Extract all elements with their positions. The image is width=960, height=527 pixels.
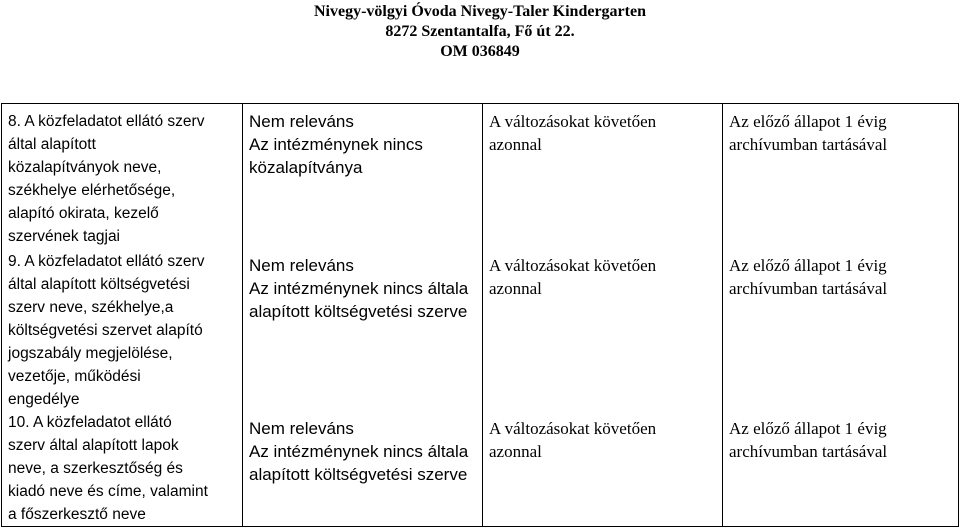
status-cell	[243, 248, 483, 411]
status-text-line: alapított költségvetési szerve	[249, 465, 468, 484]
status-text-line: Az intézménynek nincs	[249, 135, 423, 154]
retention-cell	[723, 411, 959, 527]
update-text-line: A változásokat követően	[489, 256, 657, 275]
item-text-line: szerv által alapított lapok	[8, 437, 179, 454]
item-text-line: 8. A közfeladatot ellátó szerv	[8, 113, 205, 130]
item-text-line: kiadó neve és címe, valamint	[8, 483, 208, 500]
table-row	[2, 104, 959, 249]
item-text-line: vezetője, működési	[8, 368, 141, 385]
status-cell	[243, 411, 483, 527]
item-text-line: 9. A közfeladatot ellátó szerv	[8, 253, 205, 270]
update-text-line: azonnal	[489, 135, 542, 154]
item-text-line: közalapítványok neve,	[8, 159, 162, 176]
item-text-line: által alapított költségvetési	[8, 276, 190, 293]
status-text-line: Nem releváns	[249, 256, 354, 275]
document-header	[0, 2, 960, 62]
table-row	[2, 248, 959, 411]
item-text-line: székhelye elérhetősége,	[8, 182, 176, 199]
item-text-line: neve, a szerkesztőség és	[8, 460, 183, 477]
item-cell	[2, 248, 243, 411]
institution-address: 8272 Szentantalfa, Fő út 22.	[385, 23, 575, 40]
table-row	[2, 411, 959, 527]
update-text-line: azonnal	[489, 442, 542, 461]
status-text-line: Az intézménynek nincs általa	[249, 279, 469, 298]
retention-cell	[723, 248, 959, 411]
update-cell	[483, 104, 723, 249]
item-cell	[2, 411, 243, 527]
item-text-line: a főszerkesztő neve	[8, 506, 146, 523]
item-text-line: által alapított	[8, 136, 96, 153]
retention-text-line: Az előző állapot 1 évig	[729, 112, 887, 131]
item-text-line: 10. A közfeladatot ellátó	[8, 414, 172, 431]
update-text-line: A változásokat követően	[489, 419, 657, 438]
status-cell	[243, 104, 483, 249]
update-cell	[483, 248, 723, 411]
disclosure-table	[1, 103, 959, 527]
retention-cell	[723, 104, 959, 249]
item-text-line: jogszabály megjelölése,	[8, 345, 173, 362]
item-text-line: költségvetési szervet alapító	[8, 322, 203, 339]
retention-text-line: archívumban tartásával	[729, 135, 888, 154]
item-text-line: engedélye	[8, 391, 80, 408]
retention-text-line: Az előző állapot 1 évig	[729, 256, 887, 275]
retention-text-line: archívumban tartásával	[729, 279, 888, 298]
status-text-line: alapított költségvetési szerve	[249, 302, 468, 321]
item-text-line: szerv neve, székhelye,a	[8, 299, 174, 316]
item-text-line: szervének tagjai	[8, 228, 121, 245]
status-text-line: Nem releváns	[249, 112, 354, 131]
status-text-line: Az intézménynek nincs általa	[249, 442, 469, 461]
update-cell	[483, 411, 723, 527]
retention-text-line: archívumban tartásával	[729, 442, 888, 461]
institution-om-id: OM 036849	[440, 43, 520, 60]
update-text-line: A változásokat követően	[489, 112, 657, 131]
item-cell	[2, 104, 243, 249]
status-text-line: közalapítványa	[249, 158, 363, 177]
item-text-line: alapító okirata, kezelő	[8, 205, 159, 222]
update-text-line: azonnal	[489, 279, 542, 298]
institution-name: Nivegy-völgyi Óvoda Nivegy-Taler Kindergarten	[314, 3, 646, 20]
retention-text-line: Az előző állapot 1 évig	[729, 419, 887, 438]
status-text-line: Nem releváns	[249, 419, 354, 438]
